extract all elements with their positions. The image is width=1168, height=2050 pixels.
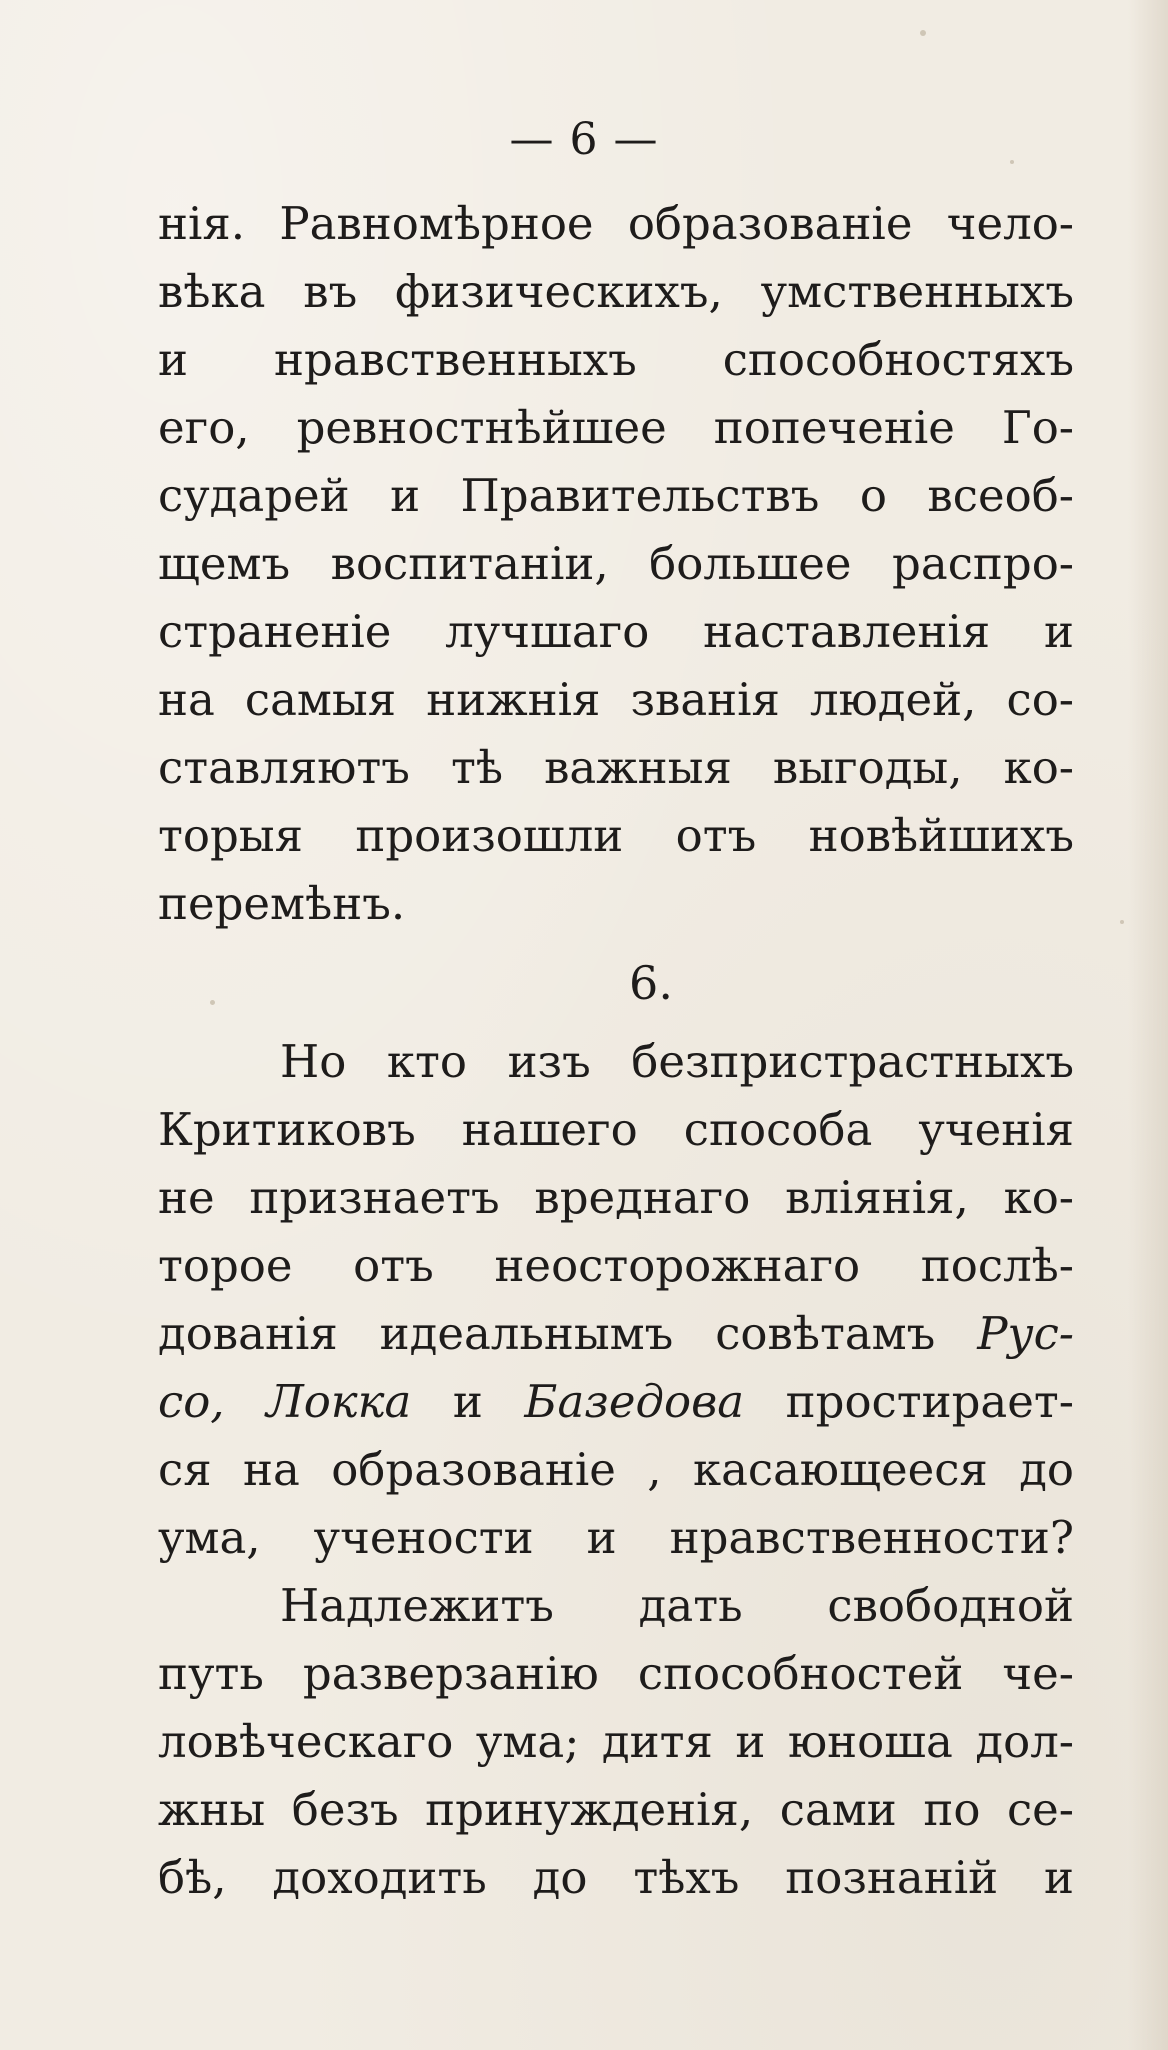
page-edge-shadow	[1128, 0, 1168, 2050]
text-line: перемѣнъ.	[158, 877, 406, 930]
text-line: сударей и Правительствъ о всеоб-	[158, 469, 1074, 522]
page-number: — 6 —	[509, 114, 659, 165]
text-line: страненіе лучшаго наставленія и	[158, 605, 1074, 658]
author-name-rousseau-end: со,	[158, 1375, 225, 1428]
text-line: торыя произошли отъ новѣйшихъ	[158, 809, 1074, 862]
paper-speck	[1120, 920, 1124, 924]
paper-speck	[920, 30, 926, 36]
author-name-locke: Локка	[266, 1375, 412, 1428]
author-name-basedow: Базедова	[524, 1375, 745, 1428]
text-line: ловѣческаго ума; дитя и юноша дол-	[158, 1715, 1074, 1768]
text-span: простирает-	[744, 1375, 1074, 1428]
text-line: бѣ, доходить до тѣхъ познаній и	[158, 1851, 1074, 1904]
text-line: торое отъ неосторожнаго послѣ-	[158, 1239, 1074, 1292]
author-name-rousseau: Рус-	[977, 1307, 1074, 1360]
text-span: дованія идеальнымъ совѣтамъ	[158, 1307, 978, 1360]
text-body	[158, 190, 1074, 1912]
text-line	[158, 1368, 1074, 1436]
text-line	[158, 1300, 1074, 1368]
text-line: ся на образованіе , касающееся до	[158, 1443, 1074, 1496]
text-line: ума, учености и нравственности?	[158, 1511, 1074, 1564]
text-line: путь разверзанію способностей че-	[158, 1647, 1074, 1700]
text-line: на самыя нижнія званія людей, со-	[158, 673, 1074, 726]
text-line: и нравственныхъ способностяхъ	[158, 333, 1074, 386]
text-line: Критиковъ нашего способа ученія	[158, 1103, 1074, 1156]
section-number: 6.	[629, 956, 673, 1010]
text-line: его, ревностнѣйшее попеченіе Го-	[158, 401, 1074, 454]
text-line: нія. Равномѣрное образованіе чело-	[158, 197, 1074, 250]
text-line: щемъ воспитаніи, большее распро-	[158, 537, 1074, 590]
text-line: вѣка въ физическихъ, умственныхъ	[158, 265, 1074, 318]
text-line: Но кто изъ безпристрастныхъ	[280, 1035, 1074, 1088]
text-line: ставляютъ тѣ важныя выгоды, ко-	[158, 741, 1074, 794]
text-line: жны безъ принужденія, сами по се-	[158, 1783, 1074, 1836]
text-line: Надлежитъ дать свободной	[280, 1579, 1074, 1632]
text-line: не признаетъ вреднаго вліянія, ко-	[158, 1171, 1074, 1224]
text-span: и	[411, 1375, 525, 1428]
